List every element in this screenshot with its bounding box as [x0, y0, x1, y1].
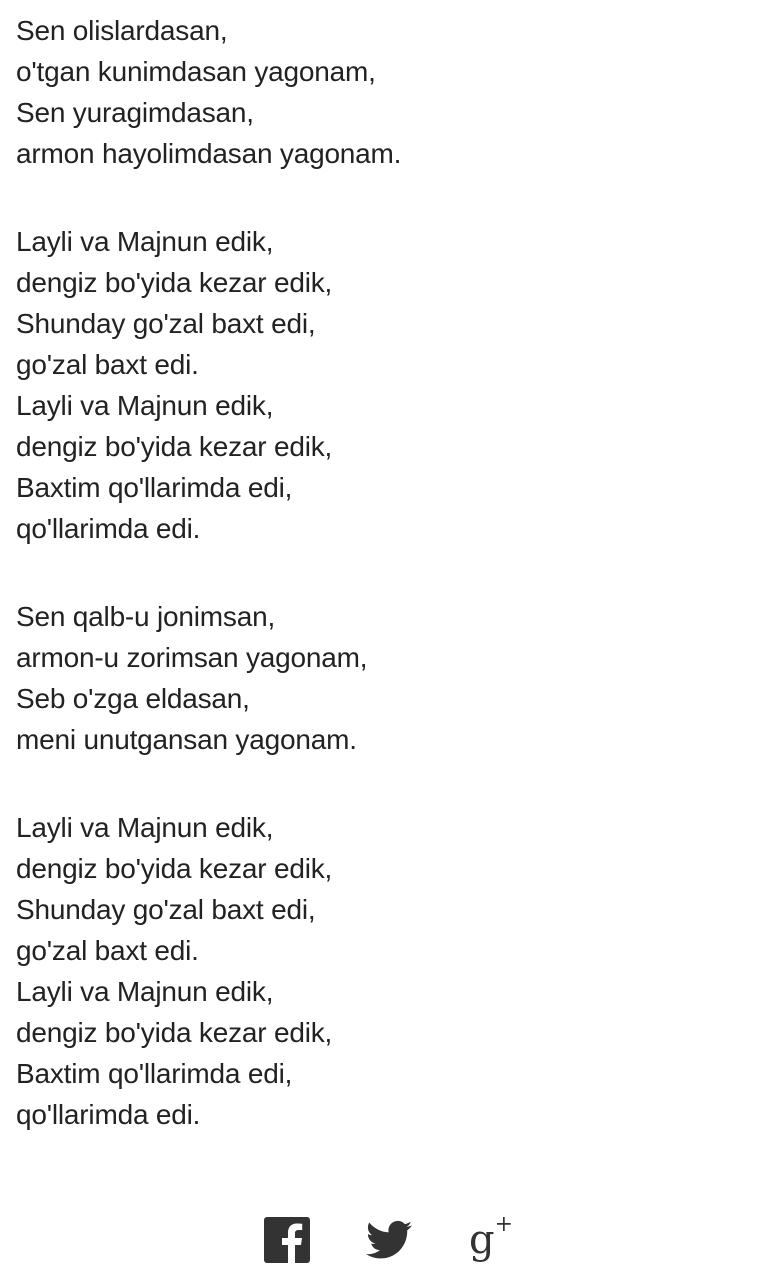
- lyric-line: Layli va Majnun edik,: [16, 976, 274, 1007]
- lyric-line: Shunday go'zal baxt edi,: [16, 308, 316, 339]
- google-plus-glyph: g: [468, 1217, 495, 1263]
- stanza-4: [16, 807, 766, 1135]
- lyric-line: Sen yuragimdasan,: [16, 97, 254, 128]
- lyric-line: dengiz bo'yida kezar edik,: [16, 1017, 333, 1048]
- lyric-line: qo'llarimda edi.: [16, 513, 201, 544]
- lyric-line: Sen olislardasan,: [16, 15, 228, 46]
- lyric-line: Sen qalb-u jonimsan,: [16, 601, 276, 632]
- lyrics-container: [16, 10, 766, 1182]
- lyric-line: dengiz bo'yida kezar edik,: [16, 853, 333, 884]
- google-plus-sup: +: [494, 1211, 514, 1237]
- facebook-icon: [264, 1217, 310, 1263]
- lyric-line: qo'llarimda edi.: [16, 1099, 201, 1130]
- stanza-3: [16, 596, 766, 760]
- lyric-line: go'zal baxt edi.: [16, 349, 199, 380]
- lyric-line: armon-u zorimsan yagonam,: [16, 642, 368, 673]
- lyric-line: go'zal baxt edi.: [16, 935, 199, 966]
- twitter-share-button[interactable]: [363, 1214, 415, 1266]
- google-plus-share-button[interactable]: [465, 1211, 517, 1266]
- stanza-2: [16, 221, 766, 549]
- lyric-line: Baxtim qo'llarimda edi,: [16, 1058, 293, 1089]
- lyric-line: Layli va Majnun edik,: [16, 390, 274, 421]
- google-plus-icon: [468, 1211, 514, 1263]
- lyric-line: Layli va Majnun edik,: [16, 812, 274, 843]
- lyric-line: dengiz bo'yida kezar edik,: [16, 431, 333, 462]
- share-bar: [0, 1210, 778, 1270]
- twitter-icon: [366, 1220, 412, 1260]
- facebook-share-button[interactable]: [261, 1214, 313, 1266]
- lyric-line: Baxtim qo'llarimda edi,: [16, 472, 293, 503]
- lyric-line: Layli va Majnun edik,: [16, 226, 274, 257]
- stanza-1: [16, 10, 766, 174]
- lyric-line: dengiz bo'yida kezar edik,: [16, 267, 333, 298]
- lyric-line: meni unutgansan yagonam.: [16, 724, 357, 755]
- lyric-line: armon hayolimdasan yagonam.: [16, 138, 402, 169]
- lyric-line: Seb o'zga eldasan,: [16, 683, 250, 714]
- lyric-line: Shunday go'zal baxt edi,: [16, 894, 316, 925]
- lyric-line: o'tgan kunimdasan yagonam,: [16, 56, 376, 87]
